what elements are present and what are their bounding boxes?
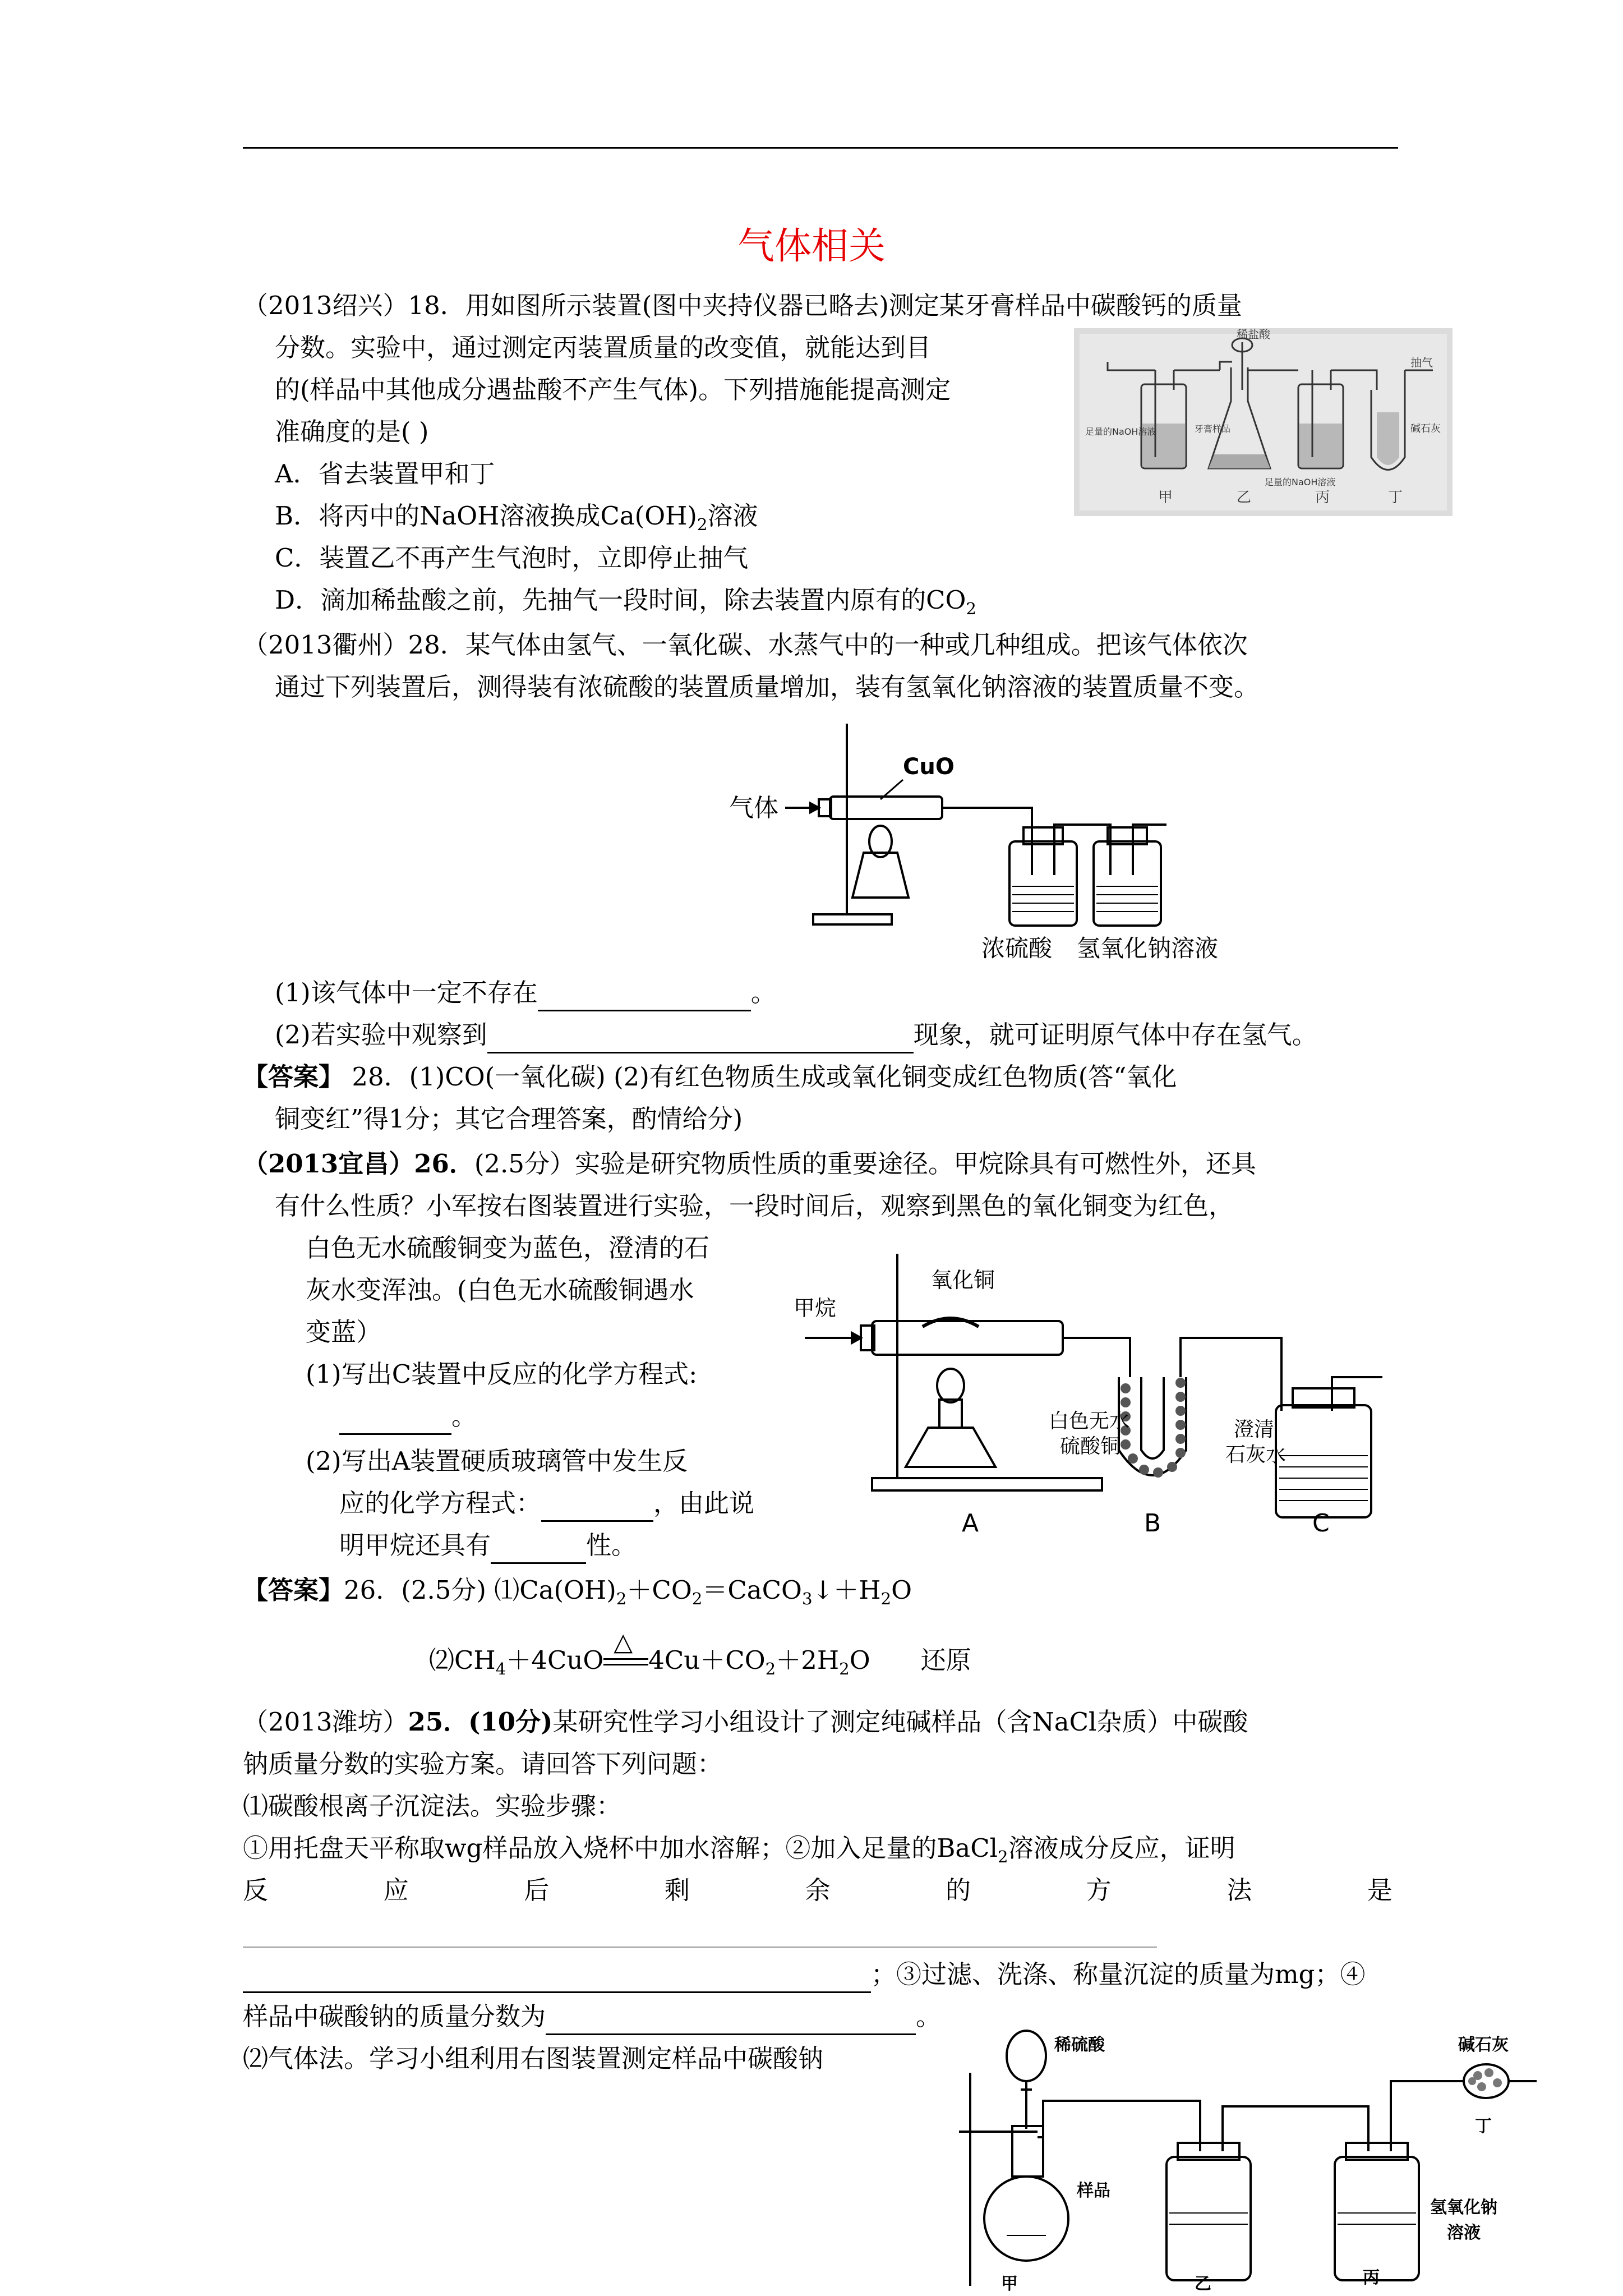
- q4-blank-line-2[interactable]: [243, 1958, 871, 1993]
- q4-fig-label-sample: 样品: [1077, 2181, 1110, 2201]
- q2-sub1-blank[interactable]: [538, 976, 751, 1011]
- q4-apparatus-figure: [942, 2028, 1559, 2292]
- q3-limewater-lines: [1279, 1456, 1368, 1501]
- q3-sub-2: (2)写出A装置硬质玻璃管中发生反: [306, 1446, 688, 1476]
- q3-fig-label-cuo: 氧化铜: [931, 1268, 995, 1292]
- q3-answer-line-2: $⑵CH_4+4CuO$ △ $4Cu+CO_2+2H_2O$ 还原: [429, 1627, 971, 1678]
- q4-spaced-line: 反 应 后 剩 余 的 方 法 是: [243, 1875, 1393, 1905]
- q2-fig-label-h2so4: 浓硫酸: [981, 935, 1053, 962]
- q1-fig-label-acid: 稀盐酸: [1237, 328, 1270, 341]
- header-rule: [243, 147, 1398, 149]
- q3-source: （2013宜昌）: [243, 1149, 414, 1179]
- q4-fig-label-naoh-2: 溶液: [1447, 2223, 1481, 2243]
- q1-line-1: [243, 289, 1242, 323]
- q4-fig-label-acid: 稀硫酸: [1054, 2035, 1105, 2055]
- q1-option-c: C．装置乙不再产生气泡时，立即停止抽气: [275, 543, 749, 573]
- q4-fig-label-soda-lime: 碱石灰: [1458, 2035, 1509, 2055]
- q3-sub-1-answer: 。: [339, 1400, 477, 1435]
- q3-stem-4: 灰水变浑浊。(白色无水硫酸铜遇水: [306, 1275, 694, 1305]
- q4-mass-fraction-blank[interactable]: [546, 2000, 916, 2035]
- q3-heat-arrow: △: [603, 1651, 648, 1674]
- q1-fig-label-bing: 丙: [1315, 489, 1330, 506]
- q2-sub-1: (1)该气体中一定不存在 。: [275, 976, 776, 1011]
- q1-stem-4: 准确度的是( ): [275, 417, 429, 447]
- q4-stem-2: 钠质量分数的实验方案。请回答下列问题：: [243, 1749, 723, 1779]
- q3-sub2-blank-property[interactable]: [491, 1529, 586, 1564]
- q3-fig-label-cuso4-1: 白色无水: [1049, 1410, 1130, 1433]
- q1-source: （2013绍兴）18．: [243, 291, 465, 320]
- q2-line-1: [243, 628, 1248, 662]
- q1-fig-label-jia: 甲: [1158, 489, 1173, 506]
- q4-soda-lime-granules: [1468, 2068, 1502, 2091]
- q4-step-line-4: 样品中碳酸钠的质量分数为 。: [243, 2000, 941, 2035]
- q4-fig-label-jia: 甲: [1001, 2274, 1018, 2292]
- q3-answer-line-1: 【答案】26．(2.5分) $⑴Ca(OH)_2+CO_2=CaCO_3↓+H_2O$: [243, 1575, 912, 1608]
- q2-answer-line-1: 【答案】 28．(1)CO(一氧化碳) (2)有红色物质生成或氧化铜变成红色物质(答“氧化: [243, 1062, 1177, 1092]
- q1-fig-label-soda-lime: 碱石灰: [1410, 423, 1441, 435]
- q2-fig-label-gas: 气体: [729, 794, 778, 822]
- q4-fig-label-bing: 丙: [1363, 2268, 1380, 2288]
- q1-stem-3: 的(样品中其他成分遇盐酸不产生气体)。下列措施能提高测定: [275, 375, 951, 404]
- q3-line-1: （2013宜昌）26．(2.5分）实验是研究物质性质的重要途径。甲烷除具有可燃性外，还具: [243, 1149, 1256, 1179]
- q4-fig-label-naoh-1: 氢氧化钠: [1430, 2198, 1497, 2217]
- q3-sub1-blank[interactable]: [339, 1400, 451, 1435]
- q3-sub-2-line-3: 明甲烷还具有 性。: [339, 1529, 637, 1564]
- q2-apparatus-figure: [718, 718, 1256, 962]
- q2-liquid-lines: [1012, 886, 1158, 912]
- q2-sub2-blank[interactable]: [487, 1018, 914, 1053]
- q3-sub-1: (1)写出C装置中反应的化学方程式:: [306, 1359, 698, 1389]
- q1-fig-label-ding: 丁: [1388, 489, 1403, 506]
- q2-fig-label-cuo: CuO: [903, 754, 955, 780]
- q2-sub-2: (2)若实验中观察到 现象，就可证明原气体中存在氢气。: [275, 1018, 1317, 1053]
- q3-fig-label-lime-2: 石灰水: [1225, 1443, 1287, 1466]
- q4-blank-line-1[interactable]: [243, 1947, 1157, 1948]
- q1-option-b: B．将丙中的NaOH溶液换成$Ca(OH)_2$溶液: [275, 501, 758, 534]
- q2-stem-2: 通过下列装置后，测得装有浓硫酸的装置质量增加，装有氢氧化钠溶液的装置质量不变。: [275, 672, 1260, 702]
- q4-step-line-1: ①用托盘天平称取wg样品放入烧杯中加水溶解；②加入足量的BaCl$_2$溶液成分反应，证明: [243, 1833, 1235, 1866]
- q3-stem-5: 变蓝）: [306, 1317, 382, 1347]
- q3-fig-label-cuso4-2: 硫酸铜: [1060, 1435, 1121, 1458]
- q2-answer-tag: 【答案】: [243, 1062, 344, 1092]
- q3-sub2-blank-equation[interactable]: [541, 1487, 653, 1522]
- q3-answer-tag: 【答案】: [243, 1575, 344, 1605]
- q2-stem-1: 某气体由氢气、一氧化碳、水蒸气中的一种或几种组成。把该气体依次: [465, 630, 1248, 660]
- q2-fig-label-naoh: 氢氧化钠溶液: [1077, 935, 1219, 962]
- q1-fig-label-yi: 乙: [1237, 489, 1252, 506]
- q3-apparatus-figure: [794, 1243, 1388, 1540]
- q3-fig-label-c: C: [1312, 1509, 1330, 1538]
- q4-part-2: ⑵气体法。学习小组利用右图装置测定样品中碳酸钠: [243, 2044, 824, 2073]
- q1-apparatus-figure: [1074, 328, 1453, 516]
- q1-fig-label-outlet: 抽气: [1410, 356, 1433, 369]
- q1-fig-label-naoh2: 足量的NaOH溶液: [1265, 477, 1336, 487]
- q4-part-1: ⑴碳酸根离子沉淀法。实验步骤：: [243, 1791, 622, 1821]
- q3-fig-label-lime-1: 澄清: [1234, 1418, 1275, 1441]
- q4-fig-label-yi: 乙: [1195, 2274, 1211, 2292]
- q1-stem-2: 分数。实验中，通过测定丙装置质量的改变值，就能达到目: [275, 333, 932, 362]
- q1-fig-label-sample: 牙膏样品: [1195, 424, 1231, 434]
- q3-stem-2: 有什么性质？小军按右图装置进行实验，一段时间后，观察到黑色的氧化铜变为红色，: [275, 1191, 1234, 1221]
- q3-sub-2-line-2: 应的化学方程式： ，由此说: [339, 1487, 754, 1522]
- q3-fig-label-b: B: [1144, 1509, 1161, 1538]
- q1-option-a: A．省去装置甲和丁: [275, 459, 495, 489]
- q1-fig-label-naoh1: 足量的NaOH溶液: [1085, 426, 1156, 437]
- q1-stem-1: 用如图所示装置(图中夹持仪器已略去)测定某牙膏样品中碳酸钙的质量: [465, 291, 1242, 320]
- q3-fig-label-a: A: [962, 1509, 979, 1538]
- q4-step-line-3: ；③过滤、洗涤、称量沉淀的质量为mg；④: [243, 1958, 1365, 1993]
- q1-option-d: D．滴加稀盐酸之前，先抽气一段时间，除去装置内原有的$CO_2$: [275, 585, 977, 618]
- q4-source: （2013潍坊）: [243, 1707, 408, 1737]
- q2-answer-line-2: 铜变红”得1分；其它合理答案，酌情给分): [275, 1104, 743, 1134]
- q2-source: （2013衢州）28．: [243, 630, 465, 660]
- q4-fig-label-ding: 丁: [1475, 2116, 1492, 2136]
- page-title: 气体相关: [737, 224, 886, 268]
- q3-stem-3: 白色无水硫酸铜变为蓝色，澄清的石: [306, 1233, 710, 1263]
- q3-fig-label-methane: 甲烷: [794, 1296, 837, 1320]
- q4-line-1: （2013潍坊）25．(10分)某研究性学习小组设计了测定纯碱样品（含NaCl杂质）中碳酸: [243, 1707, 1248, 1737]
